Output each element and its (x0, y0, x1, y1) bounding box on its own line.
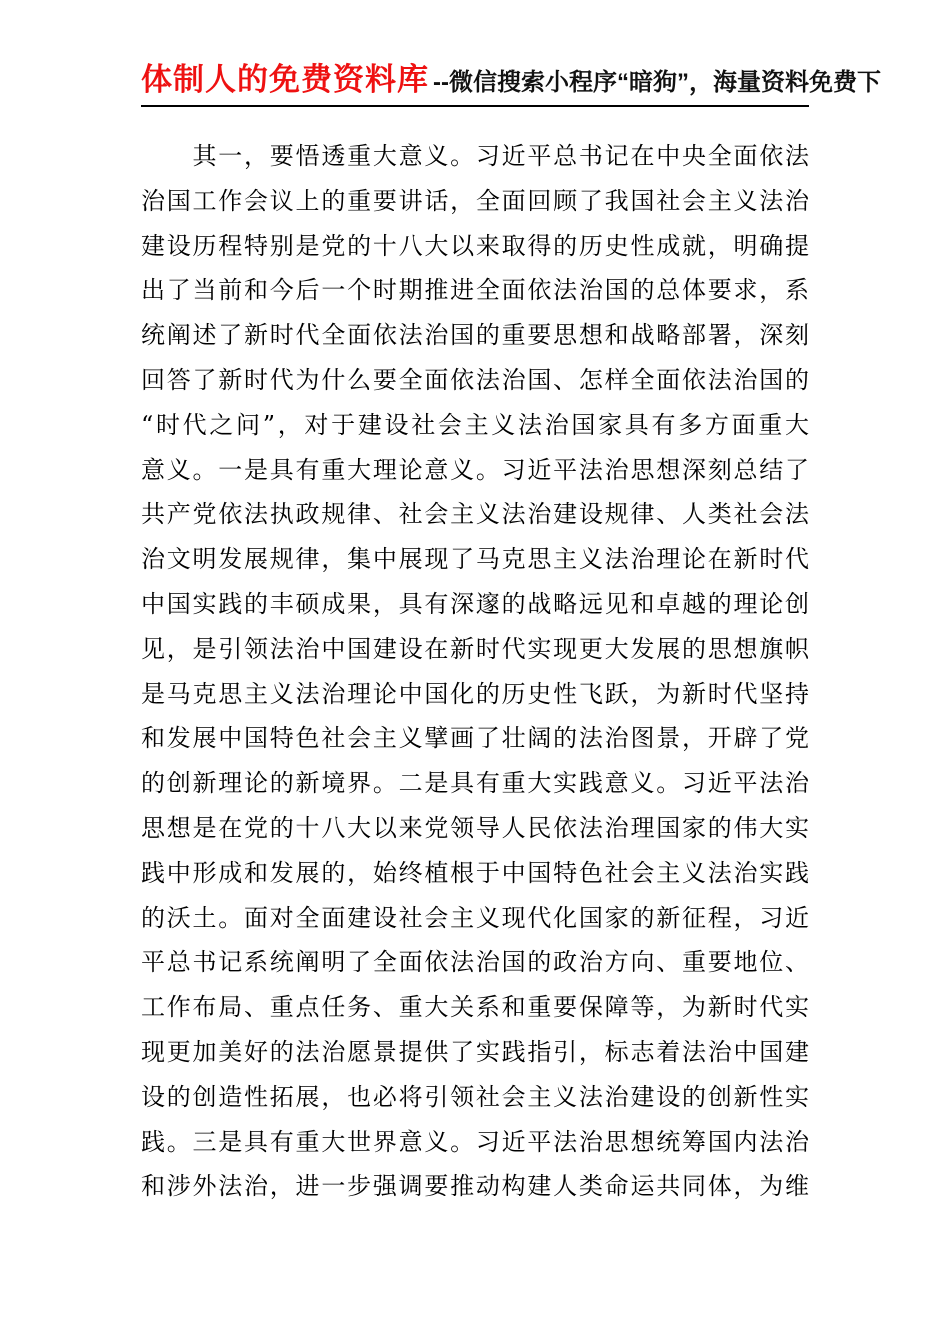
body-line: 和发展中国特色社会主义擘画了壮阔的法治图景，开辟了党 (141, 724, 809, 753)
body-line: 和涉外法治，进一步强调要推动构建人类命运共同体，为维 (141, 1172, 809, 1201)
document-body (141, 134, 809, 1209)
content-column (141, 0, 881, 1209)
body-line: 意义。一是具有重大理论意义。习近平法治思想深刻总结了 (141, 455, 809, 484)
body-line: 中国实践的丰硕成果，具有深邃的战略远见和卓越的理论创 (141, 589, 809, 618)
body-line: 工作布局、重点任务、重大关系和重要保障等，为新时代实 (141, 993, 809, 1022)
body-line: 建设历程特别是党的十八大以来取得的历史性成就，明确提 (141, 231, 809, 260)
watermark-brand-title: 体制人的免费资料库 (141, 62, 429, 97)
body-line: 现更加美好的法治愿景提供了实践指引，标志着法治中国建 (141, 1037, 809, 1066)
watermark-tagline: --微信搜索小程序“暗狗”，海量资料免费下 (433, 69, 881, 96)
body-line: 治文明发展规律，集中展现了马克思主义法治理论在新时代 (141, 545, 809, 574)
body-line: 设的创造性拓展，也必将引领社会主义法治建设的创新性实 (141, 1082, 809, 1111)
watermark-header (141, 0, 881, 107)
body-line: 其一，要悟透重大意义。习近平总书记在中央全面依法 (141, 142, 809, 170)
body-line: 践。三是具有重大世界意义。习近平法治思想统筹国内法治 (141, 1127, 809, 1156)
body-line: 见，是引领法治中国建设在新时代实现更大发展的思想旗帜 (141, 634, 809, 663)
body-line: 出了当前和今后一个时期推进全面依法治国的总体要求，系 (141, 276, 809, 305)
body-line: “时代之问”，对于建设社会主义法治国家具有多方面重大 (141, 410, 809, 439)
body-line: 共产党依法执政规律、社会主义法治建设规律、人类社会法 (141, 500, 809, 529)
body-line: 践中形成和发展的，始终植根于中国特色社会主义法治实践 (141, 858, 809, 887)
body-line: 回答了新时代为什么要全面依法治国、怎样全面依法治国的 (141, 365, 809, 394)
body-line: 治国工作会议上的重要讲话，全面回顾了我国社会主义法治 (141, 186, 809, 215)
body-line: 平总书记系统阐明了全面依法治国的政治方向、重要地位、 (141, 948, 809, 977)
body-line: 思想是在党的十八大以来党领导人民依法治理国家的伟大实 (141, 813, 809, 842)
body-line: 是马克思主义法治理论中国化的历史性飞跃，为新时代坚持 (141, 679, 809, 708)
body-line: 的沃土。面对全面建设社会主义现代化国家的新征程，习近 (141, 903, 809, 932)
body-line: 统阐述了新时代全面依法治国的重要思想和战略部署，深刻 (141, 321, 809, 350)
body-line: 的创新理论的新境界。二是具有重大实践意义。习近平法治 (141, 769, 809, 798)
